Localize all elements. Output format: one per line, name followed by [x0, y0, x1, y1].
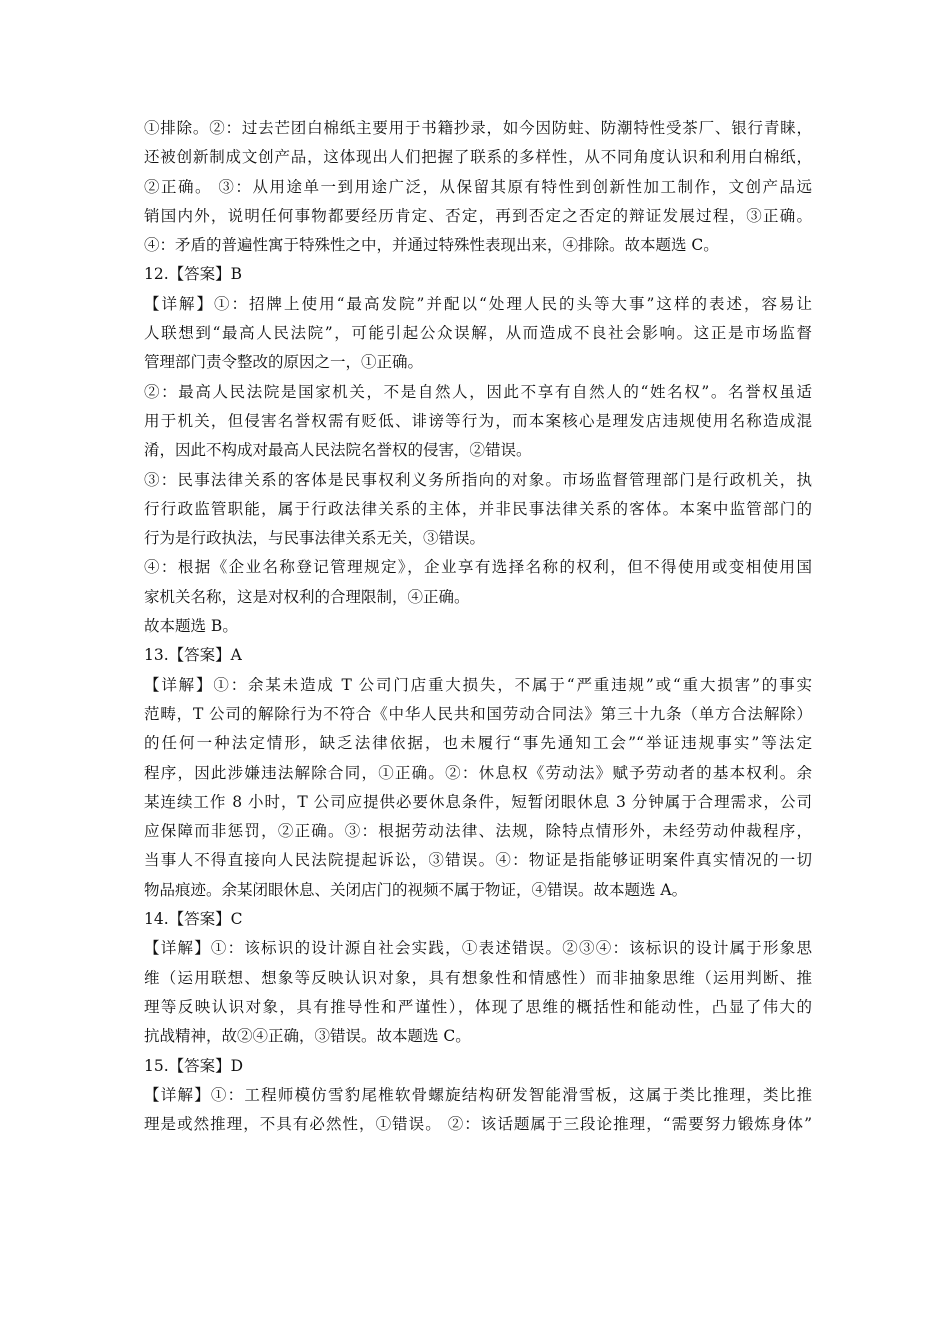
text-line: 【详解】①：工程师模仿雪豹尾椎软骨螺旋结构研发智能滑雪板，这属于类比推理，类比推	[144, 1085, 812, 1104]
text-line: ④：矛盾的普遍性寓于特殊性之中，并通过特殊性表现出来，④排除。故本题选 C。	[144, 236, 719, 255]
text-line: 理是或然推理，不具有必然性，①错误。 ②：该话题属于三段论推理，“需要努力锻炼身体”	[144, 1115, 812, 1134]
text-line: 抗战精神，故②④正确，③错误。故本题选 C。	[144, 1027, 471, 1046]
text-line: 淆，因此不构成对最高人民法院名誉权的侵害，②错误。	[144, 441, 532, 460]
text-line: 【详解】①：余某未造成 T 公司门店重大损失，不属于“严重违规”或“重大损害”的事实	[144, 675, 812, 694]
text-line: 管理部门责令整改的原因之一，①正确。	[144, 353, 424, 372]
text-line: 用于机关，但侵害名誉权需有贬低、诽谤等行为，而本案核心是理发店违规使用名称造成混	[144, 411, 812, 430]
document-page	[144, 114, 812, 1139]
text-line: 应保障而非惩罚，②正确。③：根据劳动法律、法规，除特点情形外，未经劳动仲裁程序，	[144, 822, 812, 841]
text-line: 某连续工作 8 小时，T 公司应提供必要休息条件，短暂闭眼休息 3 分钟属于合理需求，公司	[144, 792, 812, 811]
text-line: 维（运用联想、想象等反映认识对象，具有想象性和情感性）而非抽象思维（运用判断、推	[144, 968, 812, 987]
text-line: ②正确。 ③：从用途单一到用途广泛，从保留其原有特性到创新性加工制作，文创产品远	[144, 177, 812, 196]
text-line: 当事人不得直接向人民法院提起诉讼，③错误。④：物证是指能够证明案件真实情况的一切	[144, 851, 812, 870]
text-line: 行为是行政执法，与民事法律关系无关，③错误。	[144, 529, 486, 548]
text-line: 的任何一种法定情形，缺乏法律依据，也未履行“事先通知工会”“举证违规事实”等法定	[144, 734, 812, 753]
text-line: 15.【答案】D	[144, 1056, 244, 1075]
text-line: ④：根据《企业名称登记管理规定》，企业享有选择名称的权利，但不得使用或变相使用国	[144, 558, 812, 577]
text-line: ③：民事法律关系的客体是民事权利义务所指向的对象。市场监督管理部门是行政机关，执	[144, 470, 812, 489]
text-line: 行行政监管职能，属于行政法律关系的主体，并非民事法律关系的客体。本案中监管部门的	[144, 499, 812, 518]
text-line: 家机关名称，这是对权利的合理限制，④正确。	[144, 587, 470, 606]
text-line: 范畴，T 公司的解除行为不符合《中华人民共和国劳动合同法》第三十九条（单方合法解除）	[144, 704, 812, 723]
text-line: 14.【答案】C	[144, 910, 243, 929]
text-line: 人联想到“最高人民法院”，可能引起公众误解，从而造成不良社会影响。这正是市场监督	[144, 324, 812, 343]
text-line: 12.【答案】B	[144, 265, 243, 284]
text-line: 物品痕迹。余某闭眼休息、关闭店门的视频不属于物证，④错误。故本题选 A。	[144, 880, 688, 899]
text-line: 程序，因此涉嫌违法解除合同，①正确。②：休息权《劳动法》赋予劳动者的基本权利。余	[144, 763, 812, 782]
text-line: 【详解】①：招牌上使用“最高发院”并配以“处理人民的头等大事”这样的表述，容易让	[144, 294, 812, 313]
text-line: 【详解】①：该标识的设计源自社会实践，①表述错误。②③④：该标识的设计属于形象思	[144, 939, 812, 958]
text-line: 13.【答案】A	[144, 646, 242, 665]
text-line: 还被创新制成文创产品，这体现出人们把握了联系的多样性，从不同角度认识和利用白棉纸，	[144, 148, 812, 167]
text-line: 销国内外，说明任何事物都要经历肯定、否定，再到否定之否定的辩证发展过程，③正确。	[144, 206, 812, 225]
text-line: ①排除。②：过去芒团白棉纸主要用于书籍抄录，如今因防蛀、防潮特性受茶厂、银行青睐，	[144, 119, 812, 137]
text-line: ②：最高人民法院是国家机关，不是自然人，因此不享有自然人的“姓名权”。名誉权虽适	[144, 382, 812, 401]
text-line: 故本题选 B。	[144, 617, 238, 636]
text-line: 理等反映认识对象，具有推导性和严谨性），体现了思维的概括性和能动性，凸显了伟大的	[144, 997, 812, 1016]
